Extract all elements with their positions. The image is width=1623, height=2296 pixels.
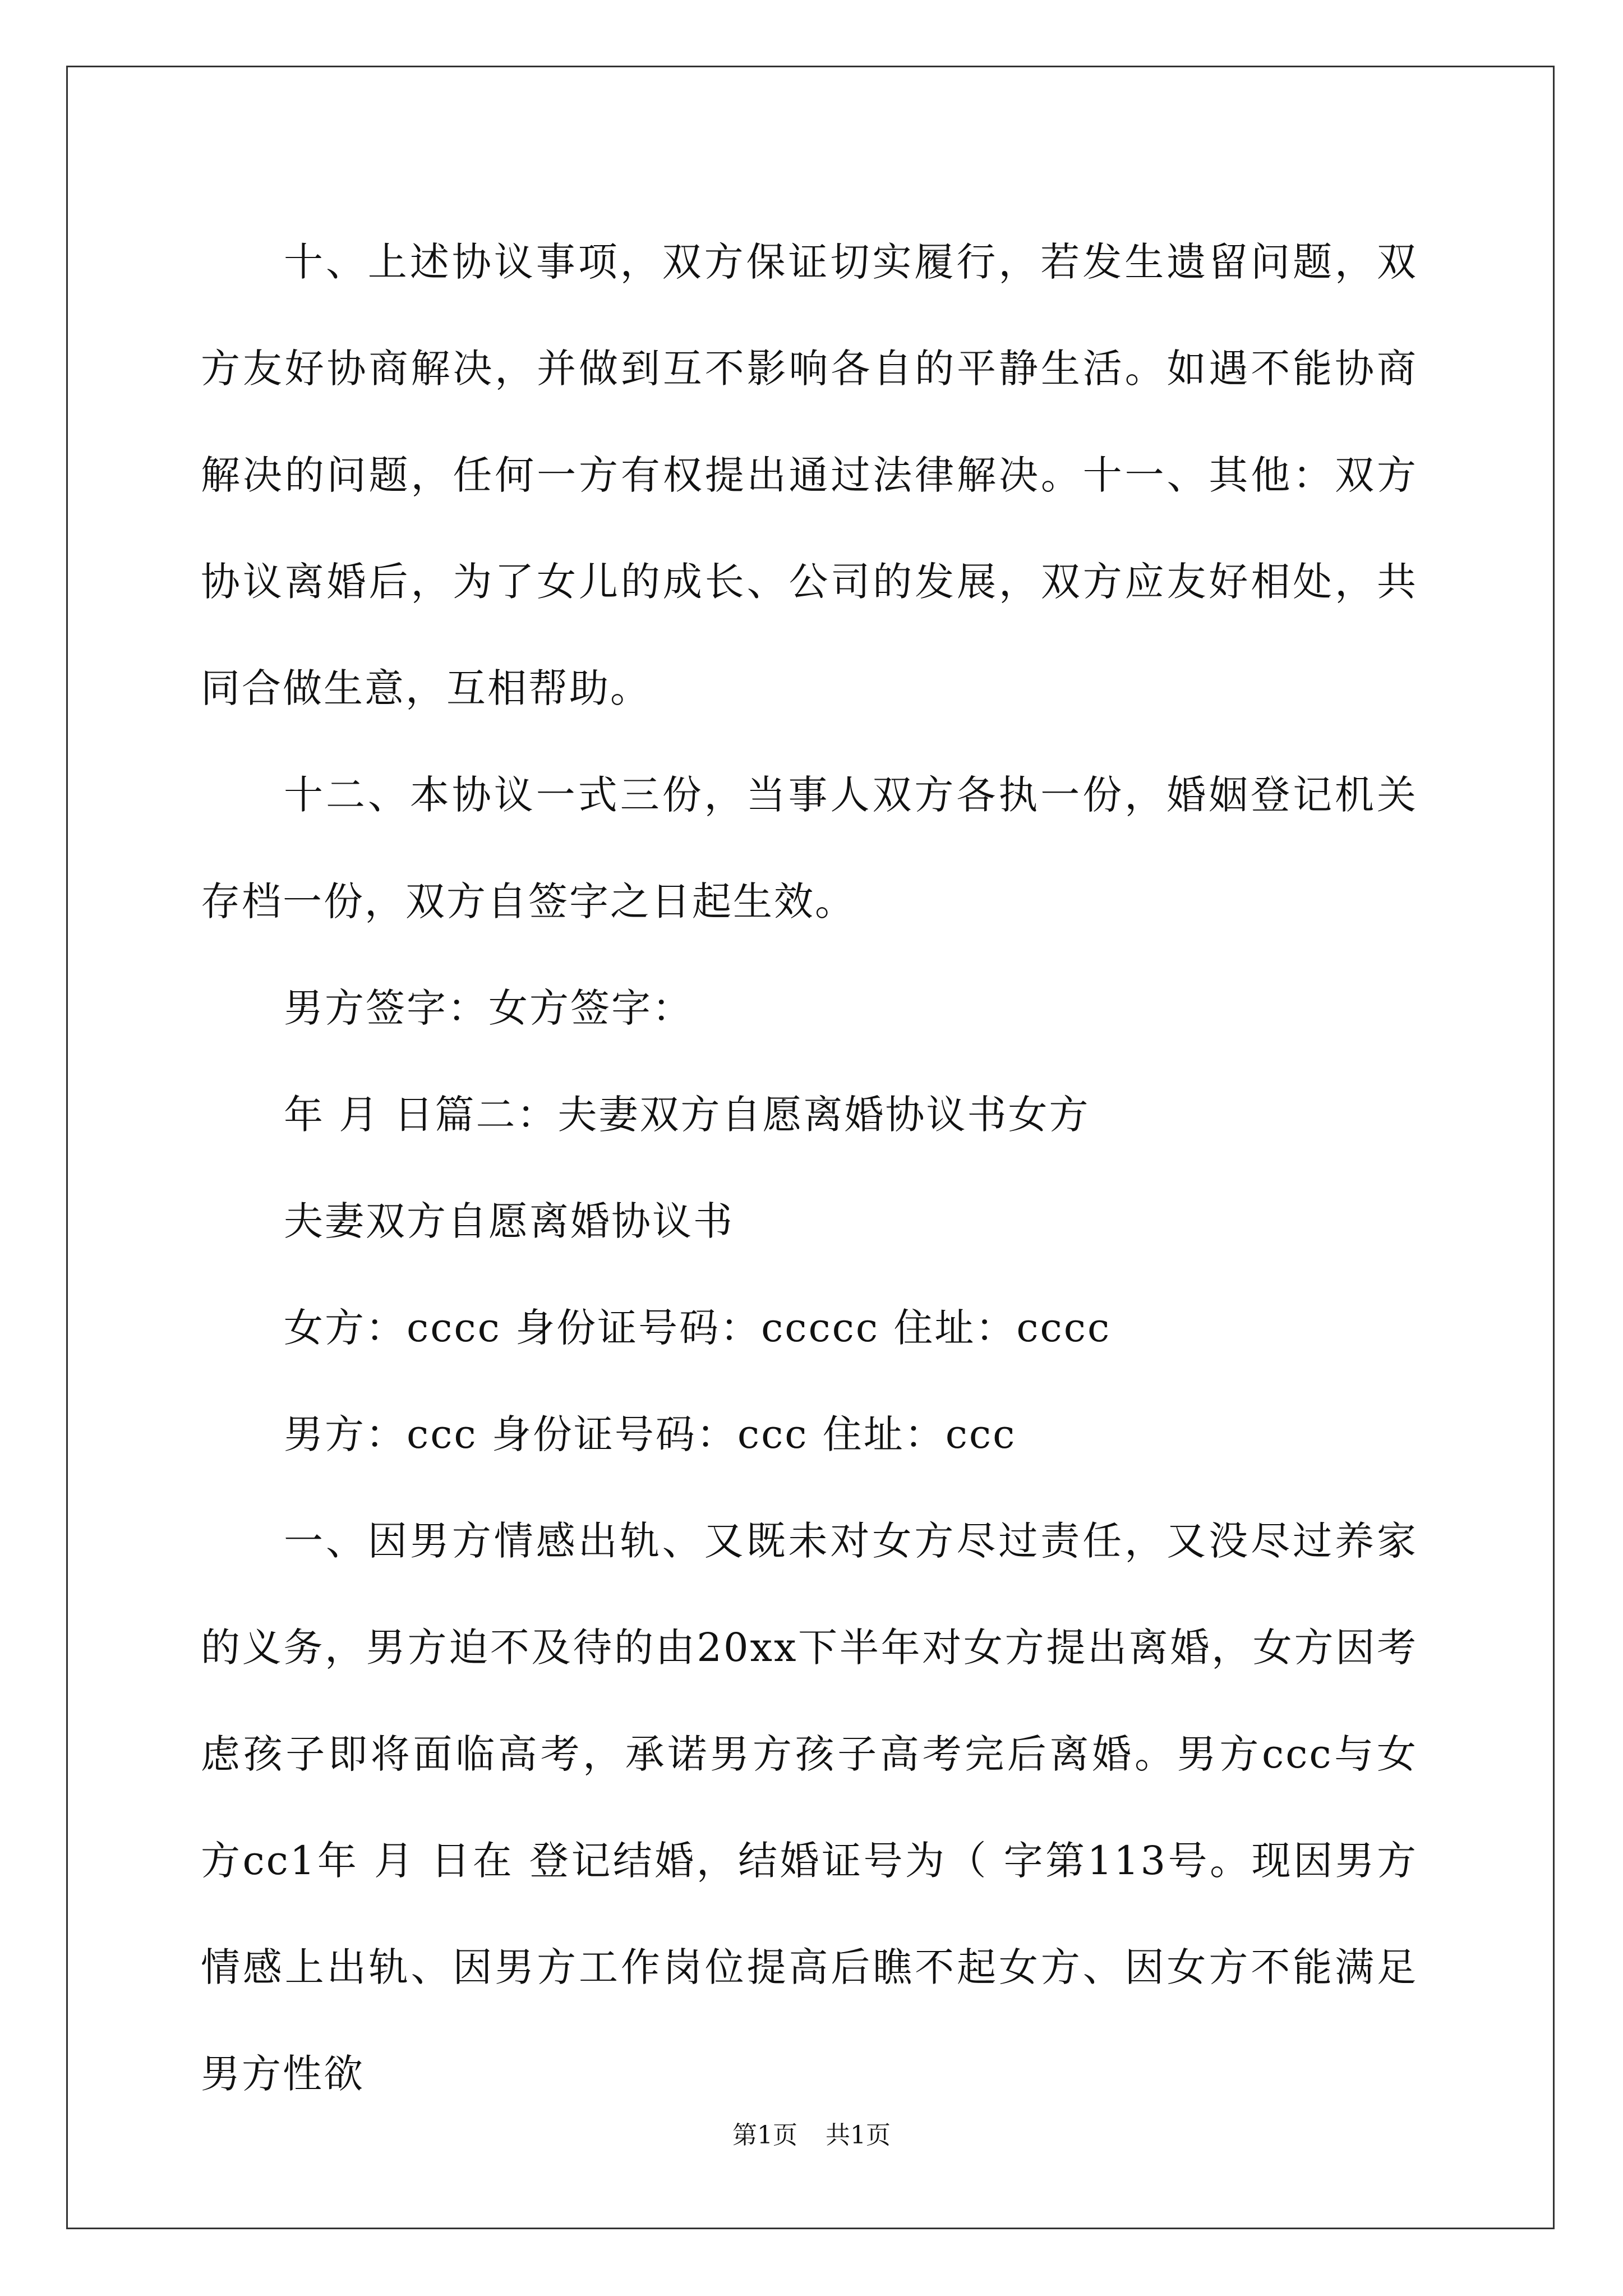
paragraph-clause-1: 一、因男方情感出轨、又既未对女方尽过责任，又没尽过养家的义务，男方迫不及待的由20xx下半年对女方提出离婚，女方因考虑孩子即将面临高考，承诺男方孩子高考完后离婚。男方ccc与女方cc1年 月 日在 登记结婚，结婚证号为（ 字第113号。现因男方情感上出轨、因男方工作岗位提高后瞧不起女方、因女方不能满足男方性欲 <box>201 1518 1418 2097</box>
paragraph-signatures: 男方签字：女方签字： <box>284 985 693 1031</box>
paragraph-agreement-title: 夫妻双方自愿离婚协议书 <box>284 1198 734 1244</box>
paragraph-clause-12: 十二、本协议一式三份，当事人双方各执一份，婚姻登记机关存档一份，双方自签字之日起生效。 <box>201 772 1418 924</box>
paragraph-male-party: 男方：ccc 身份证号码：ccc 住址：ccc <box>284 1411 1017 1457</box>
page-footer <box>0 2119 1623 2152</box>
paragraph-date-section-title: 年 月 日篇二：夫妻双方自愿离婚协议书女方 <box>284 1092 1090 1138</box>
paragraph-female-party: 女方：cccc 身份证号码：ccccc 住址：cccc <box>284 1305 1112 1351</box>
document-body <box>201 209 1418 2127</box>
page-number-label: 第1页 <box>732 2121 797 2150</box>
paragraph-clause-10-11: 十、上述协议事项，双方保证切实履行，若发生遗留问题，双方友好协商解决，并做到互不影响各自的平静生活。如遇不能协商解决的问题，任何一方有权提出通过法律解决。十一、其他：双方协议离婚后，为了女儿的成长、公司的发展，双方应友好相处，共同合做生意，互相帮助。 <box>201 239 1418 711</box>
page-total-label: 共1页 <box>826 2121 891 2150</box>
